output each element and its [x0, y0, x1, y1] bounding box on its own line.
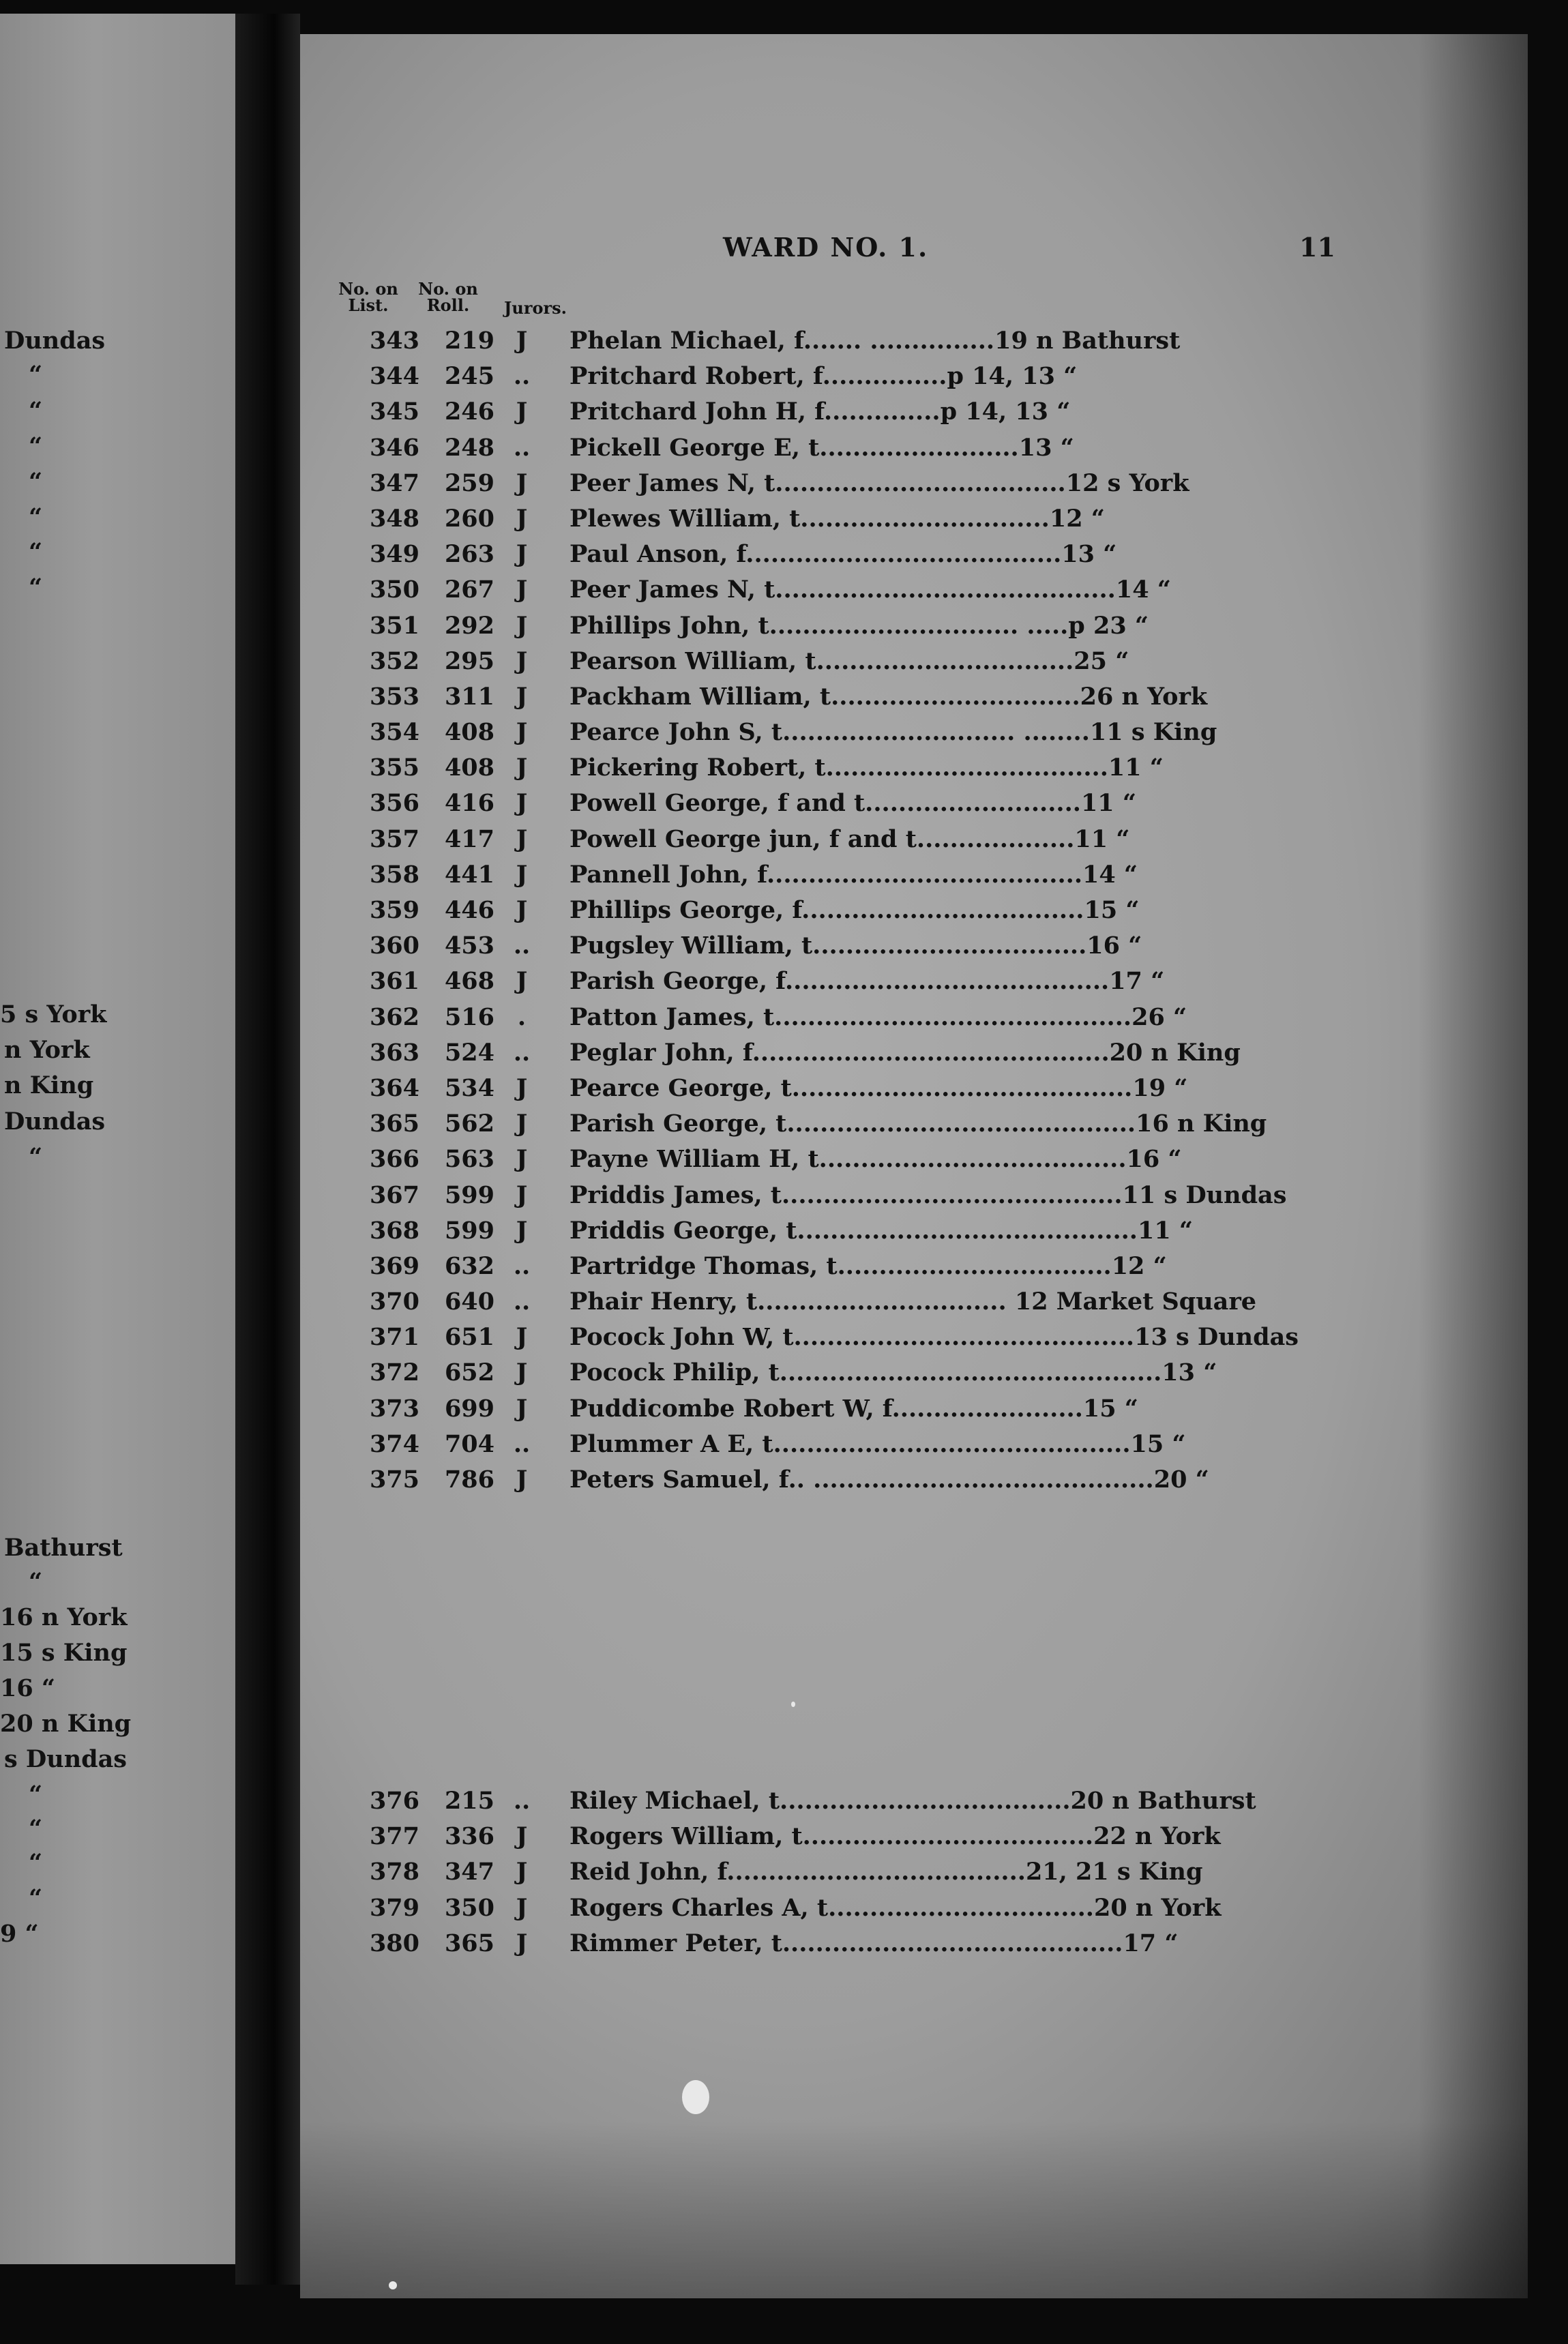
list-number: 351: [369, 611, 419, 640]
roll-number: 563: [444, 1145, 494, 1174]
juror-mark: J: [516, 1466, 528, 1494]
left-page-fragment: Dundas: [4, 327, 106, 355]
entry-text: Peer James N, t.........................................14 “: [569, 576, 1171, 604]
entry-text: Pocock John W, t.........................................13 s Dundas: [569, 1323, 1299, 1352]
juror-mark: ..: [513, 1787, 531, 1815]
list-number: 358: [369, 860, 419, 889]
entry-text: Riley Michael, t...................................20 n Bathurst: [569, 1787, 1256, 1815]
juror-mark: ..: [513, 433, 531, 462]
header-no-on-list: No. on List.: [338, 279, 398, 315]
juror-mark: J: [516, 896, 528, 924]
left-page-fragment: “: [29, 574, 43, 602]
entry-text: Rogers Charles A, t................................20 n York: [569, 1893, 1222, 1922]
list-number: 354: [369, 718, 419, 747]
juror-mark: J: [516, 1110, 528, 1138]
list-number: 362: [369, 1003, 419, 1031]
list-number: 353: [369, 682, 419, 711]
list-number: 347: [369, 469, 419, 497]
list-entry: [341, 323, 1310, 359]
entry-text: Phillips George, f..................................15 “: [569, 896, 1140, 924]
roll-number: 468: [444, 967, 494, 996]
list-entry: [341, 1249, 1310, 1284]
list-entry: [341, 1355, 1310, 1391]
entry-text: Pickell George E, t........................13 “: [569, 433, 1074, 462]
list-number: 363: [369, 1038, 419, 1067]
left-page-edge: [0, 14, 235, 2264]
list-entry: [341, 964, 1310, 999]
juror-mark: J: [516, 825, 528, 853]
list-entry: [341, 359, 1310, 394]
roll-number: 408: [444, 718, 494, 747]
roll-number: 416: [444, 789, 494, 818]
entry-text: Peters Samuel, f.. .........................................20 “: [569, 1466, 1209, 1494]
list-number: 352: [369, 647, 419, 675]
left-page-fragment: Dundas: [4, 1108, 106, 1136]
list-entry: [341, 1783, 1310, 1819]
roll-number: 246: [444, 398, 494, 426]
juror-mark: J: [516, 611, 528, 640]
list-number: 370: [369, 1288, 419, 1316]
entry-text: Powell George, f and t..........................11 “: [569, 789, 1136, 818]
list-number: 373: [369, 1394, 419, 1423]
entry-text: Pocock Philip, t..............................................13 “: [569, 1359, 1217, 1387]
left-page-fragment: 15 s King: [0, 1639, 128, 1667]
juror-mark: J: [516, 967, 528, 996]
list-entry: [341, 1071, 1310, 1106]
juror-mark: J: [516, 398, 528, 426]
list-entry: [341, 1926, 1310, 1961]
running-head: WARD NO. 1.: [723, 232, 929, 263]
juror-mark: ..: [513, 362, 531, 391]
header-no-on-roll: No. on Roll.: [418, 279, 478, 315]
left-page-fragment: “: [29, 1781, 43, 1809]
list-number: 349: [369, 540, 419, 569]
entry-text: Payne William H, t.....................................16 “: [569, 1145, 1182, 1174]
list-entry: [341, 430, 1310, 466]
left-page-fragment: “: [29, 538, 43, 566]
entry-text: Parish George, t..........................................16 n King: [569, 1110, 1267, 1138]
entry-text: Peer James N, t...................................12 s York: [569, 469, 1189, 497]
list-number: 367: [369, 1181, 419, 1209]
list-number: 364: [369, 1073, 419, 1102]
list-entry: [341, 1284, 1310, 1320]
roll-number: 245: [444, 362, 494, 391]
juror-mark: J: [516, 1145, 528, 1174]
list-entry: [341, 1391, 1310, 1427]
paper-blemish: [389, 2281, 397, 2289]
entry-text: Plewes William, t..............................12 “: [569, 504, 1105, 533]
paper-blemish: [791, 1702, 795, 1707]
list-entry: [341, 608, 1310, 644]
list-entry: [341, 822, 1310, 857]
list-number: 378: [369, 1858, 419, 1886]
list-number: 346: [369, 433, 419, 462]
juror-mark: J: [516, 860, 528, 889]
entry-text: Reid John, f....................................21, 21 s King: [569, 1858, 1203, 1886]
roll-number: 562: [444, 1110, 494, 1138]
roll-number: 292: [444, 611, 494, 640]
entry-text: Peglar John, f...........................................20 n King: [569, 1038, 1241, 1067]
entries-list-p: [341, 323, 1310, 1498]
list-entry: [341, 1320, 1310, 1355]
page-bottom-shadow: [300, 2121, 1528, 2298]
roll-number: 534: [444, 1073, 494, 1102]
juror-mark: J: [516, 718, 528, 747]
list-entry: [341, 466, 1310, 501]
entry-text: Rimmer Peter, t.........................................17 “: [569, 1929, 1179, 1957]
list-number: 344: [369, 362, 419, 391]
juror-mark: J: [516, 1893, 528, 1922]
list-number: 376: [369, 1787, 419, 1815]
list-entry: [341, 679, 1310, 715]
juror-mark: J: [516, 1359, 528, 1387]
entry-text: Phair Henry, t.............................. 12 Market Square: [569, 1288, 1257, 1316]
juror-mark: J: [516, 682, 528, 711]
left-page-fragment: “: [29, 1143, 43, 1171]
left-page-fragment: “: [29, 361, 43, 389]
roll-number: 248: [444, 433, 494, 462]
left-page-fragment: 16 n York: [0, 1603, 128, 1631]
juror-mark: J: [516, 1073, 528, 1102]
list-number: 375: [369, 1466, 419, 1494]
juror-mark: J: [516, 754, 528, 782]
list-entry: [341, 1035, 1310, 1071]
entry-text: Paul Anson, f......................................13 “: [569, 540, 1117, 569]
list-number: 371: [369, 1323, 419, 1352]
entry-text: Priddis George, t.........................................11 “: [569, 1216, 1194, 1245]
list-entry: [341, 750, 1310, 786]
list-number: 361: [369, 967, 419, 996]
roll-number: 260: [444, 504, 494, 533]
list-number: 368: [369, 1216, 419, 1245]
entry-text: Patton James, t...........................................26 “: [569, 1003, 1187, 1031]
left-page-fragment: n York: [4, 1036, 90, 1064]
juror-mark: ..: [513, 1429, 531, 1458]
roll-number: 786: [444, 1466, 494, 1494]
entry-text: Pickering Robert, t..................................11 “: [569, 754, 1164, 782]
juror-mark: J: [516, 327, 528, 355]
roll-number: 652: [444, 1359, 494, 1387]
roll-number: 441: [444, 860, 494, 889]
roll-number: 347: [444, 1858, 494, 1886]
list-number: 366: [369, 1145, 419, 1174]
entry-text: Pugsley William, t.................................16 “: [569, 932, 1142, 960]
left-page-fragment: “: [29, 1815, 43, 1843]
roll-number: 215: [444, 1787, 494, 1815]
juror-mark: J: [516, 1858, 528, 1886]
list-entry: [341, 786, 1310, 821]
entry-text: Pearson William, t...............................25 “: [569, 647, 1129, 675]
entry-text: Powell George jun, f and t...................11 “: [569, 825, 1130, 853]
left-page-fragment: “: [29, 1849, 43, 1877]
entry-text: Pritchard Robert, f...............p 14, 13 “: [569, 362, 1078, 391]
entry-text: Pearce John S, t............................ ........11 s King: [569, 718, 1217, 747]
list-number: 365: [369, 1110, 419, 1138]
roll-number: 524: [444, 1038, 494, 1067]
juror-mark: ..: [513, 1251, 531, 1280]
list-number: 379: [369, 1893, 419, 1922]
juror-mark: ..: [513, 1038, 531, 1067]
juror-mark: ..: [513, 1288, 531, 1316]
list-entry: [341, 715, 1310, 750]
entries-list-r: [341, 1783, 1310, 1961]
list-entry: [341, 1000, 1310, 1035]
roll-number: 295: [444, 647, 494, 675]
left-page-fragment: n King: [4, 1071, 94, 1099]
left-page-fragment: “: [29, 503, 43, 531]
list-entry: [341, 1462, 1310, 1498]
roll-number: 699: [444, 1394, 494, 1423]
book-gutter: [235, 14, 300, 2285]
roll-number: 599: [444, 1216, 494, 1245]
roll-number: 704: [444, 1429, 494, 1458]
roll-number: 408: [444, 754, 494, 782]
left-page-fragment: “: [29, 1568, 43, 1596]
left-page-fragment: 5 s York: [0, 1000, 107, 1028]
page-number: 11: [1299, 232, 1335, 263]
entry-text: Puddicombe Robert W, f.......................15 “: [569, 1394, 1138, 1423]
list-entry: [341, 1178, 1310, 1213]
juror-mark: J: [516, 647, 528, 675]
list-number: 377: [369, 1822, 419, 1851]
list-number: 380: [369, 1929, 419, 1957]
juror-mark: J: [516, 540, 528, 569]
list-entry: [341, 1890, 1310, 1926]
left-page-fragment: “: [29, 1884, 43, 1912]
left-page-fragment: 20 n King: [0, 1710, 132, 1738]
juror-mark: J: [516, 1822, 528, 1851]
list-entry: [341, 1427, 1310, 1462]
roll-number: 446: [444, 896, 494, 924]
juror-mark: J: [516, 1394, 528, 1423]
juror-mark: J: [516, 1181, 528, 1209]
left-page-fragment: “: [29, 397, 43, 425]
roll-number: 336: [444, 1822, 494, 1851]
left-page-fragment: “: [29, 468, 43, 496]
juror-mark: ..: [513, 932, 531, 960]
list-entry: [341, 501, 1310, 537]
list-number: 357: [369, 825, 419, 853]
left-page-fragment: 9 “: [0, 1920, 39, 1948]
juror-mark: J: [516, 504, 528, 533]
list-number: 356: [369, 789, 419, 818]
roll-number: 267: [444, 576, 494, 604]
roll-number: 219: [444, 327, 494, 355]
entry-text: Plummer A E, t...........................................15 “: [569, 1429, 1186, 1458]
entry-text: Pearce George, t.........................................19 “: [569, 1073, 1188, 1102]
page-edge-shadow: [1419, 34, 1528, 2298]
list-number: 374: [369, 1429, 419, 1458]
list-number: 345: [369, 398, 419, 426]
list-number: 348: [369, 504, 419, 533]
left-page-fragment: 16 “: [0, 1674, 56, 1702]
roll-number: 365: [444, 1929, 494, 1957]
list-number: 359: [369, 896, 419, 924]
list-entry: [341, 537, 1310, 572]
entry-text: Partridge Thomas, t.................................12 “: [569, 1251, 1167, 1280]
juror-mark: J: [516, 469, 528, 497]
entry-text: Rogers William, t...................................22 n York: [569, 1822, 1221, 1851]
juror-mark: J: [516, 576, 528, 604]
left-page-fragment: Bathurst: [4, 1534, 123, 1562]
list-number: 343: [369, 327, 419, 355]
roll-number: 632: [444, 1251, 494, 1280]
list-number: 350: [369, 576, 419, 604]
roll-number: 259: [444, 469, 494, 497]
list-entry: [341, 572, 1310, 608]
roll-number: 516: [444, 1003, 494, 1031]
roll-number: 599: [444, 1181, 494, 1209]
list-number: 355: [369, 754, 419, 782]
header-jurors: Jurors.: [504, 298, 567, 318]
juror-mark: J: [516, 1216, 528, 1245]
entry-text: Pritchard John H, f..............p 14, 13 “: [569, 398, 1071, 426]
roll-number: 651: [444, 1323, 494, 1352]
roll-number: 311: [444, 682, 494, 711]
list-entry: [341, 1819, 1310, 1854]
list-entry: [341, 394, 1310, 430]
roll-number: 417: [444, 825, 494, 853]
list-entry: [341, 1854, 1310, 1890]
entry-text: Phillips John, t.............................. .....p 23 “: [569, 611, 1149, 640]
roll-number: 640: [444, 1288, 494, 1316]
list-entry: [341, 893, 1310, 928]
list-entry: [341, 857, 1310, 893]
entry-text: Packham William, t..............................26 n York: [569, 682, 1208, 711]
roll-number: 350: [444, 1893, 494, 1922]
list-entry: [341, 644, 1310, 679]
roll-number: 263: [444, 540, 494, 569]
entry-text: Pannell John, f......................................14 “: [569, 860, 1138, 889]
list-number: 372: [369, 1359, 419, 1387]
juror-mark: J: [516, 1323, 528, 1352]
list-entry: [341, 928, 1310, 964]
entry-text: Priddis James, t.........................................11 s Dundas: [569, 1181, 1287, 1209]
list-entry: [341, 1106, 1310, 1142]
list-number: 360: [369, 932, 419, 960]
roll-number: 453: [444, 932, 494, 960]
entry-text: Phelan Michael, f....... ...............19 n Bathurst: [569, 327, 1181, 355]
juror-mark: J: [516, 789, 528, 818]
list-entry: [341, 1213, 1310, 1249]
juror-mark: J: [516, 1929, 528, 1957]
list-number: 369: [369, 1251, 419, 1280]
left-page-fragment: “: [29, 432, 43, 460]
juror-mark: .: [517, 1003, 527, 1031]
entry-text: Parish George, f.......................................17 “: [569, 967, 1165, 996]
paper-blemish: [682, 2080, 709, 2114]
left-page-fragment: s Dundas: [4, 1745, 127, 1773]
list-entry: [341, 1142, 1310, 1177]
